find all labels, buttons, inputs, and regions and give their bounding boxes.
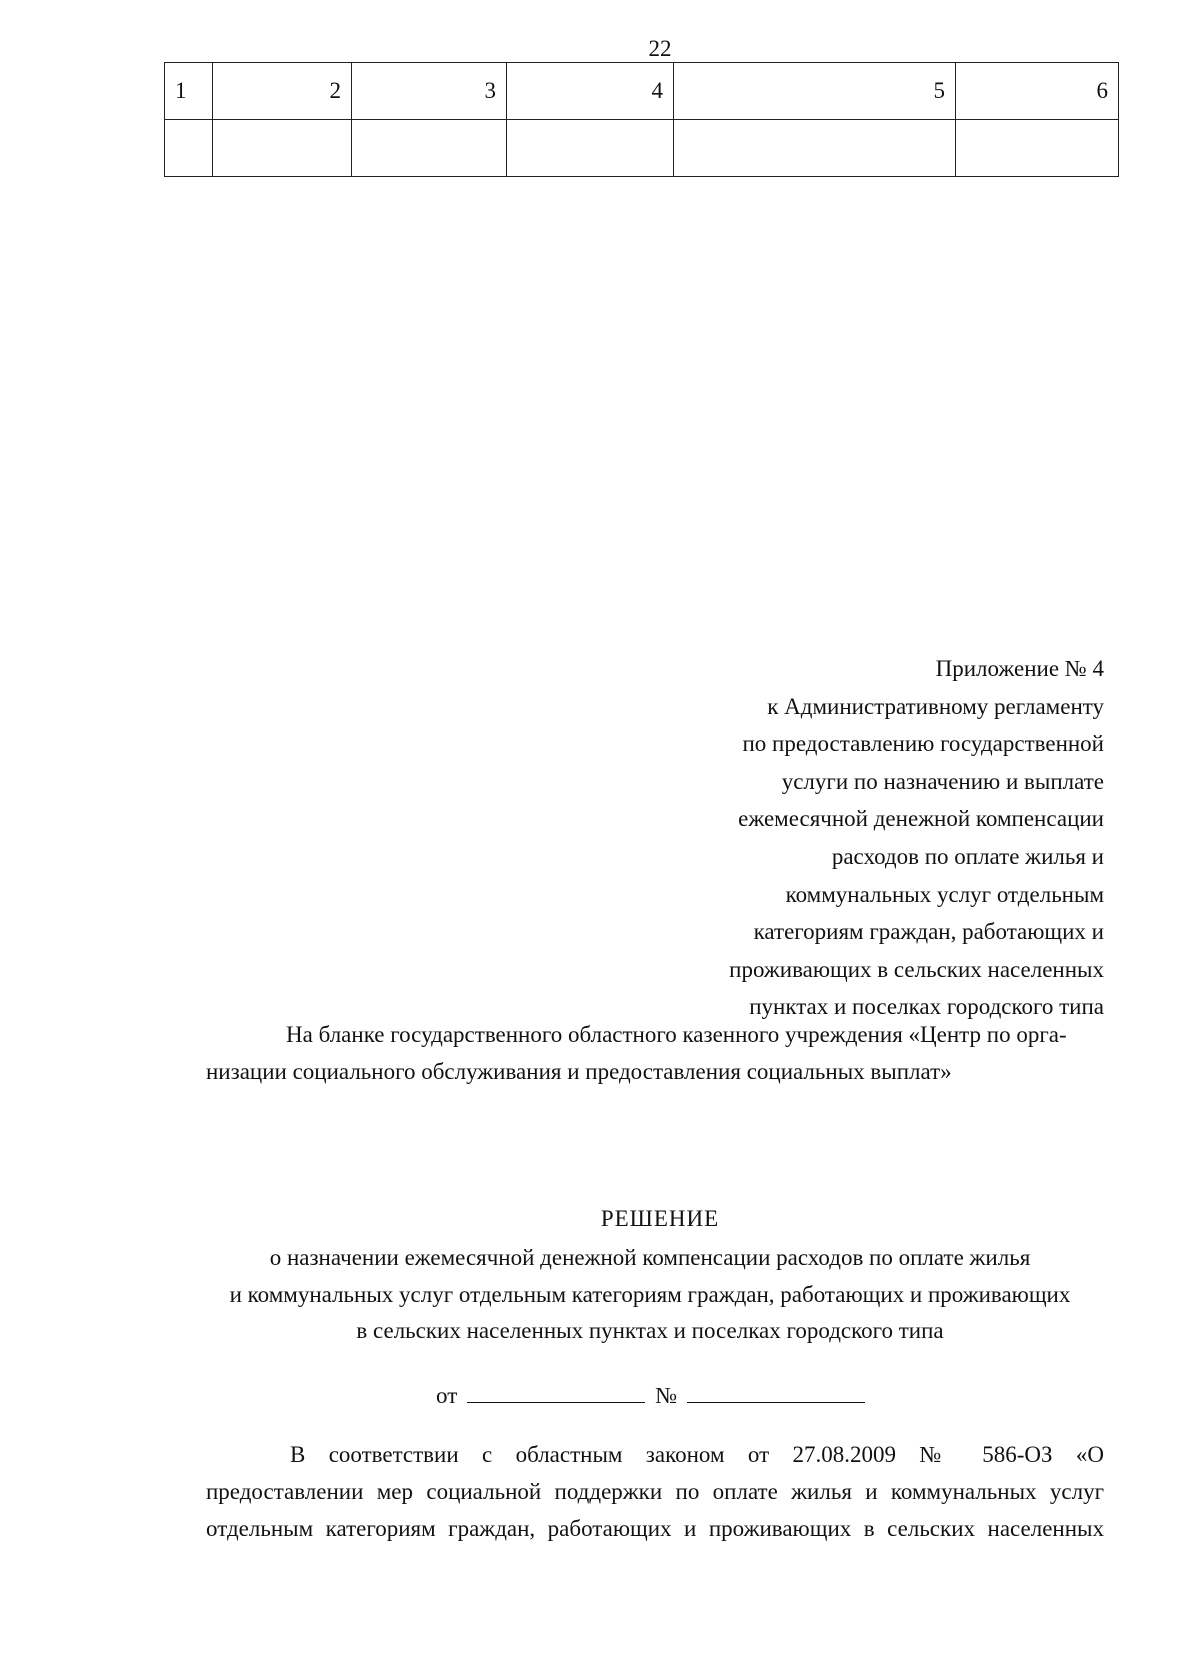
body-line: В соответствии с областным законом от 27.08.2009 № 586-ОЗ «О xyxy=(290,1442,1104,1467)
number-sign: № xyxy=(655,1383,678,1408)
number-blank-field xyxy=(687,1380,865,1403)
appendix-line: ежемесячной денежной компенсации xyxy=(738,806,1104,832)
date-number-line xyxy=(436,1380,936,1409)
table-cell xyxy=(507,120,674,177)
continuation-table xyxy=(164,62,1119,177)
decision-title: РЕШЕНИЕ xyxy=(600,1206,720,1231)
appendix-header xyxy=(644,650,1104,1026)
table-cell xyxy=(674,120,956,177)
table-header-cell: 2 xyxy=(213,63,352,120)
table-header-cell: 5 xyxy=(674,63,956,120)
table-header-cell: 6 xyxy=(956,63,1119,120)
table-cell xyxy=(213,120,352,177)
table-cell xyxy=(956,120,1119,177)
appendix-line: услуги по назначению и выплате xyxy=(781,768,1104,794)
appendix-line: расходов по оплате жилья и xyxy=(831,843,1104,869)
letterhead-note-line: На бланке государственного областного казенного учреждения «Центр по орга- xyxy=(286,1022,1067,1047)
letterhead-note-line: низации социального обслуживания и предоставления социальных выплат» xyxy=(206,1059,952,1084)
table-header-cell: 4 xyxy=(507,63,674,120)
table-row xyxy=(165,120,1119,177)
table-cell xyxy=(165,120,213,177)
decision-subtitle-line: в сельских населенных пунктах и поселках городского типа xyxy=(356,1318,944,1343)
appendix-line: по предоставлению государственной xyxy=(742,731,1104,757)
appendix-line: к Административному регламенту xyxy=(767,693,1104,719)
appendix-line: пунктах и поселках городского типа xyxy=(749,994,1104,1020)
appendix-line: категориям граждан, работающих и xyxy=(753,919,1104,945)
table-header-row xyxy=(165,63,1119,120)
body-paragraph xyxy=(206,1436,1104,1548)
decision-subtitle xyxy=(200,1240,1100,1350)
appendix-line: коммунальных услуг отдельным xyxy=(785,881,1104,907)
date-prefix: от xyxy=(436,1383,458,1408)
table-header-cell: 1 xyxy=(165,63,213,120)
body-line: отдельным категориям граждан, работающих и проживающих в сельских населенных xyxy=(206,1516,1104,1542)
letterhead-note xyxy=(206,1016,1104,1090)
decision-subtitle-line: и коммунальных услуг отдельным категориям граждан, работающих и проживающих xyxy=(229,1281,1071,1307)
page-number: 22 xyxy=(648,36,672,61)
appendix-line: Приложение № 4 xyxy=(935,656,1104,681)
date-blank-field xyxy=(467,1380,645,1403)
table-header-cell: 3 xyxy=(352,63,507,120)
table-cell xyxy=(352,120,507,177)
decision-subtitle-line: о назначении ежемесячной денежной компенсации расходов по оплате жилья xyxy=(269,1245,1031,1270)
appendix-line: проживающих в сельских населенных xyxy=(729,956,1104,982)
body-line: предоставлении мер социальной поддержки по оплате жилья и коммунальных услуг xyxy=(206,1479,1104,1505)
